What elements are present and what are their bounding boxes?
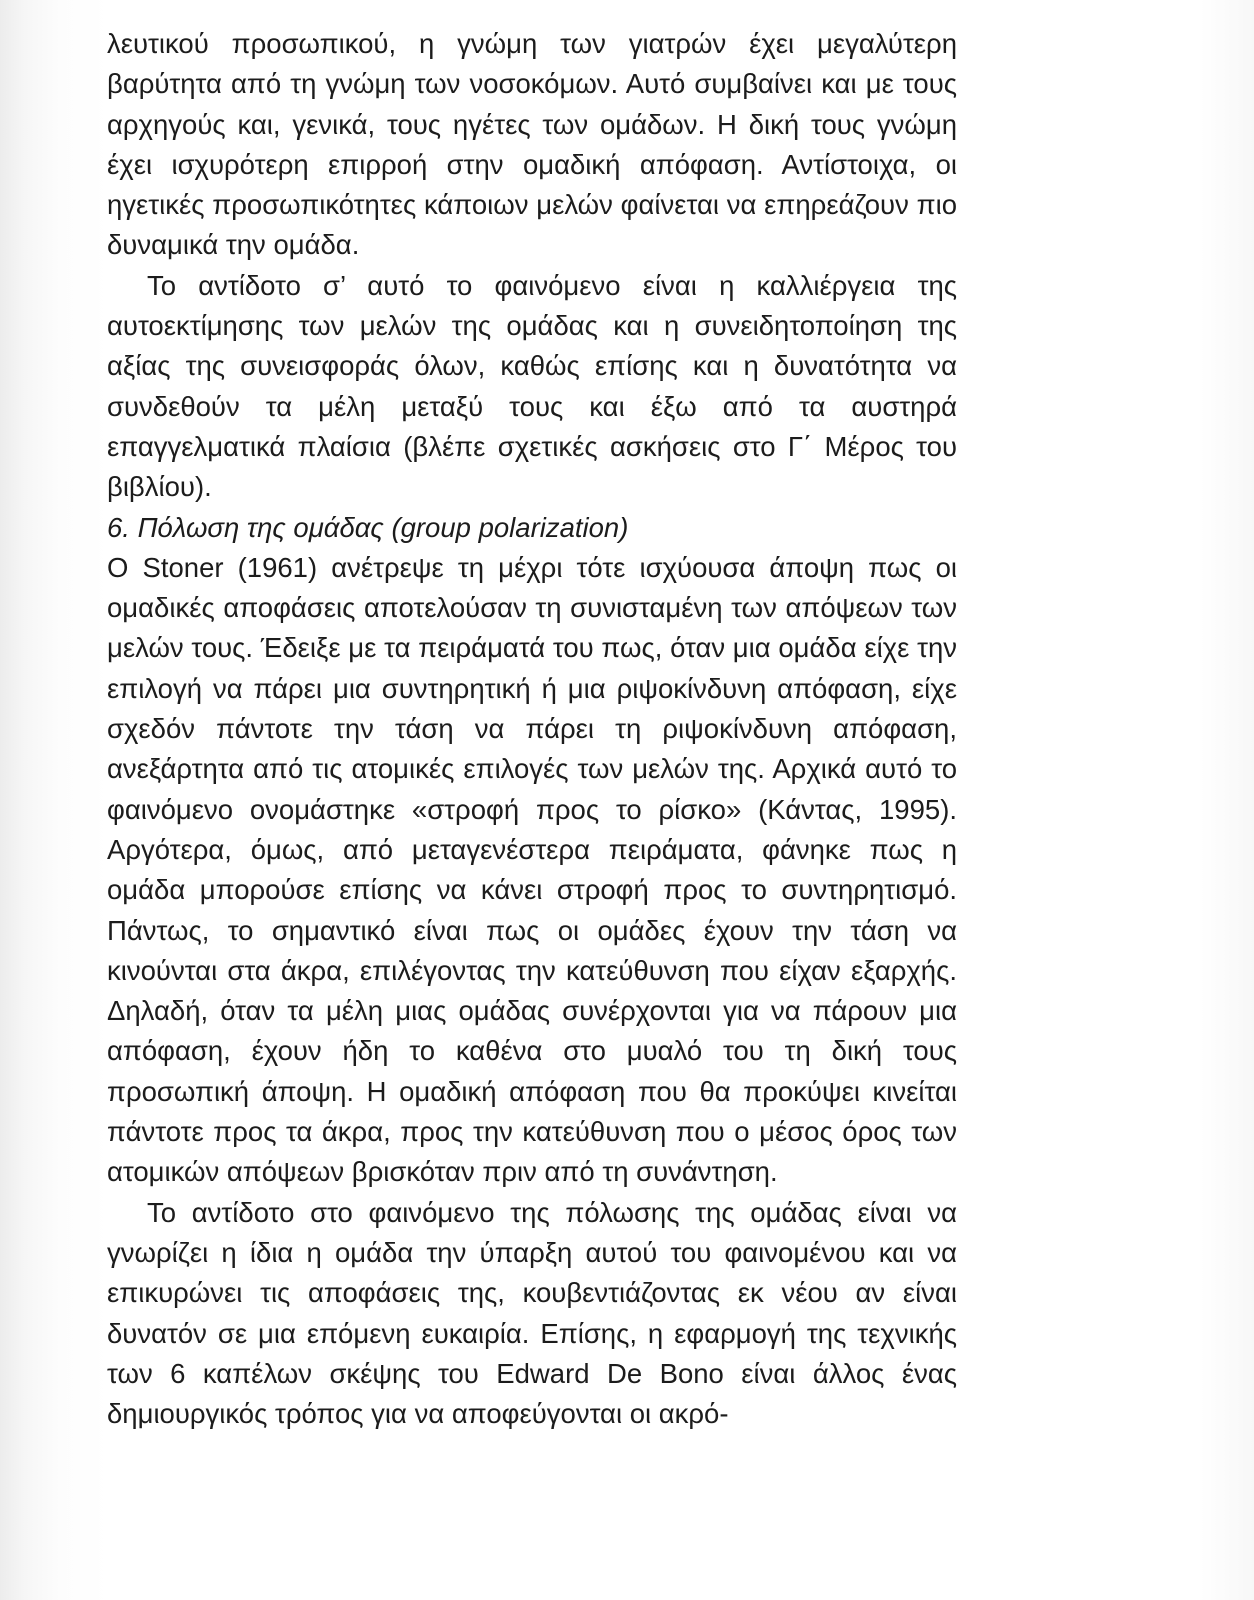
paragraph-antidote-polarization: Το αντίδοτο στο φαινόμενο της πόλωσης της ομάδας είναι να γνωρίζει η ίδια η ομάδα την ύπαρξη αυτού του φαινομένου και να επικυρώνει τις αποφάσεις της, κουβεντιάζοντας εκ νέου αν είναι δυνατόν σε μια επόμενη ευκαιρία. Επίσης, η εφαρμογή της τεχνικής των 6 καπέλων σκέψης του Edward De Bono είναι άλλος ένας δημιουργικός τρόπος για να αποφεύγονται οι ακρό- xyxy=(107,1196,957,1430)
section-heading-group-polarization: 6. Πόλωση της ομάδας (group polarization) xyxy=(107,511,629,543)
paragraph-leadership-influence: λευτικού προσωπικού, η γνώμη των γιατρών έχει μεγαλύτερη βαρύτητα από τη γνώμη των νοσοκόμων. Αυτό συμβαίνει και με τους αρχηγούς και, γενικά, τους ηγέτες των ομάδων. Η δική τους γνώμη έχει ισχυρότερη επιρροή στην ομαδική απόφαση. Αντίστοιχα, οι ηγετικές προσωπικότητες κάποιων μελών φαίνεται να επηρεάζουν πιο δυναμικά την ομάδα. xyxy=(107,28,957,261)
paragraph-stoner-study: Ο Stoner (1961) ανέτρεψε τη μέχρι τότε ισχύουσα άποψη πως οι ομαδικές αποφάσεις αποτελούσαν τη συνισταμένη των απόψεων των μελών τους. Έδειξε με τα πειράματά του πως, όταν μια ομάδα είχε την επιλογή να πάρει μια συντηρητική ή μια ριψοκίνδυνη απόφαση, είχε σχεδόν πάντοτε την τάση να πάρει τη ριψοκίνδυνη απόφαση, ανεξάρτητα από τις ατομικές επιλογές των μελών της. Αρχικά αυτό το φαινόμενο ονομάστηκε «στροφή προς το ρίσκο» (Κάντας, 1995). Αργότερα, όμως, από μεταγενέστερα πειράματα, φάνηκε πως η ομάδα μπορούσε επίσης να κάνει στροφή προς το συντηρητισμό. Πάντως, το σημαντικό είναι πως οι ομάδες έχουν την τάση να κινούνται στα άκρα, επιλέγοντας την κατεύθυνση που είχαν εξαρχής. Δηλαδή, όταν τα μέλη μιας ομάδας συνέρχονται για να πάρουν μια απόφαση, έχουν ήδη το καθένα στο μυαλό του τη δική τους προσωπική άποψη. Η ομαδική απόφαση που θα προκύψει κινείται πάντοτε προς τα άκρα, προς την κατεύθυνση που ο μέσος όρος των ατομικών απόψεων βρισκόταν πριν από τη συνάντηση. xyxy=(107,551,957,1188)
page-text xyxy=(107,24,957,1434)
paragraph-antidote-self-esteem: Το αντίδοτο σ’ αυτό το φαινόμενο είναι η καλλιέργεια της αυτοεκτίμησης των μελών της ομάδας και η συνειδητοποίηση της αξίας της συνεισφοράς όλων, καθώς επίσης και η δυνατότητα να συνδεθούν τα μέλη μεταξύ τους και έξω από τα αυστηρά επαγγελματικά πλαίσια (βλέπε σχετικές ασκήσεις στο Γ΄ Μέρος του βιβλίου). xyxy=(107,269,957,503)
